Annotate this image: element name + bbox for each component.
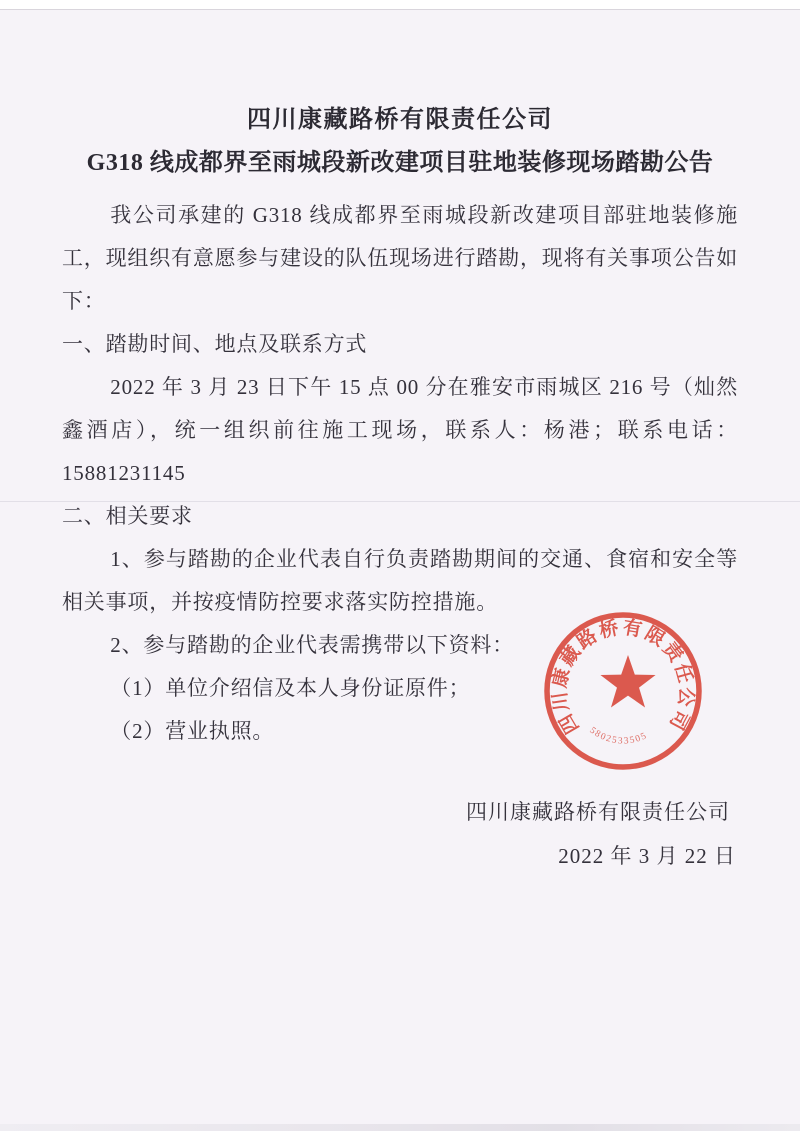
scan-top-edge-artifact (0, 0, 800, 9)
paragraph-time-location: 2022 年 3 月 23 日下午 15 点 00 分在雅安市雨城区 216 号（灿然鑫酒店），统一组织前往施工现场，联系人：杨港；联系电话：15881231145 (62, 375, 738, 485)
paragraph-material-1: （1）单位介绍信及本人身份证原件； (110, 676, 471, 700)
scan-bottom-edge-artifact (0, 1124, 800, 1131)
signature-date: 2022 年 3 月 22 日 (558, 844, 736, 868)
document-subtitle: G318 线成都界至雨城段新改建项目驻地装修现场踏勘公告 (86, 150, 714, 176)
signature-block (62, 791, 738, 879)
seal-code: 5802533505 (587, 725, 650, 747)
document-text (62, 194, 738, 753)
paragraph-intro: 我公司承建的 G318 线成都界至雨城段新改建项目部驻地装修施工，现组织有意愿参与建设的队伍现场进行踏勘，现将有关事项公告如下： (62, 203, 738, 313)
document-body (62, 103, 738, 879)
paragraph-requirement-2: 2、参与踏勘的企业代表需携带以下资料： (110, 633, 514, 657)
document-title: 四川康藏路桥有限责任公司 (247, 107, 553, 133)
section-heading-2: 二、相关要求 (62, 504, 193, 528)
paragraph-requirement-1: 1、参与踏勘的企业代表自行负责踏勘期间的交通、食宿和安全等相关事项，并按疫情防控要求落实防控措施。 (62, 547, 738, 614)
seal-company-text: 四川康藏路桥有限责任公司 (549, 617, 697, 738)
paragraph-material-2: （2）营业执照。 (110, 719, 275, 743)
section-heading-1: 一、踏勘时间、地点及联系方式 (62, 332, 368, 356)
signature-company: 四川康藏路桥有限责任公司 (466, 800, 730, 824)
